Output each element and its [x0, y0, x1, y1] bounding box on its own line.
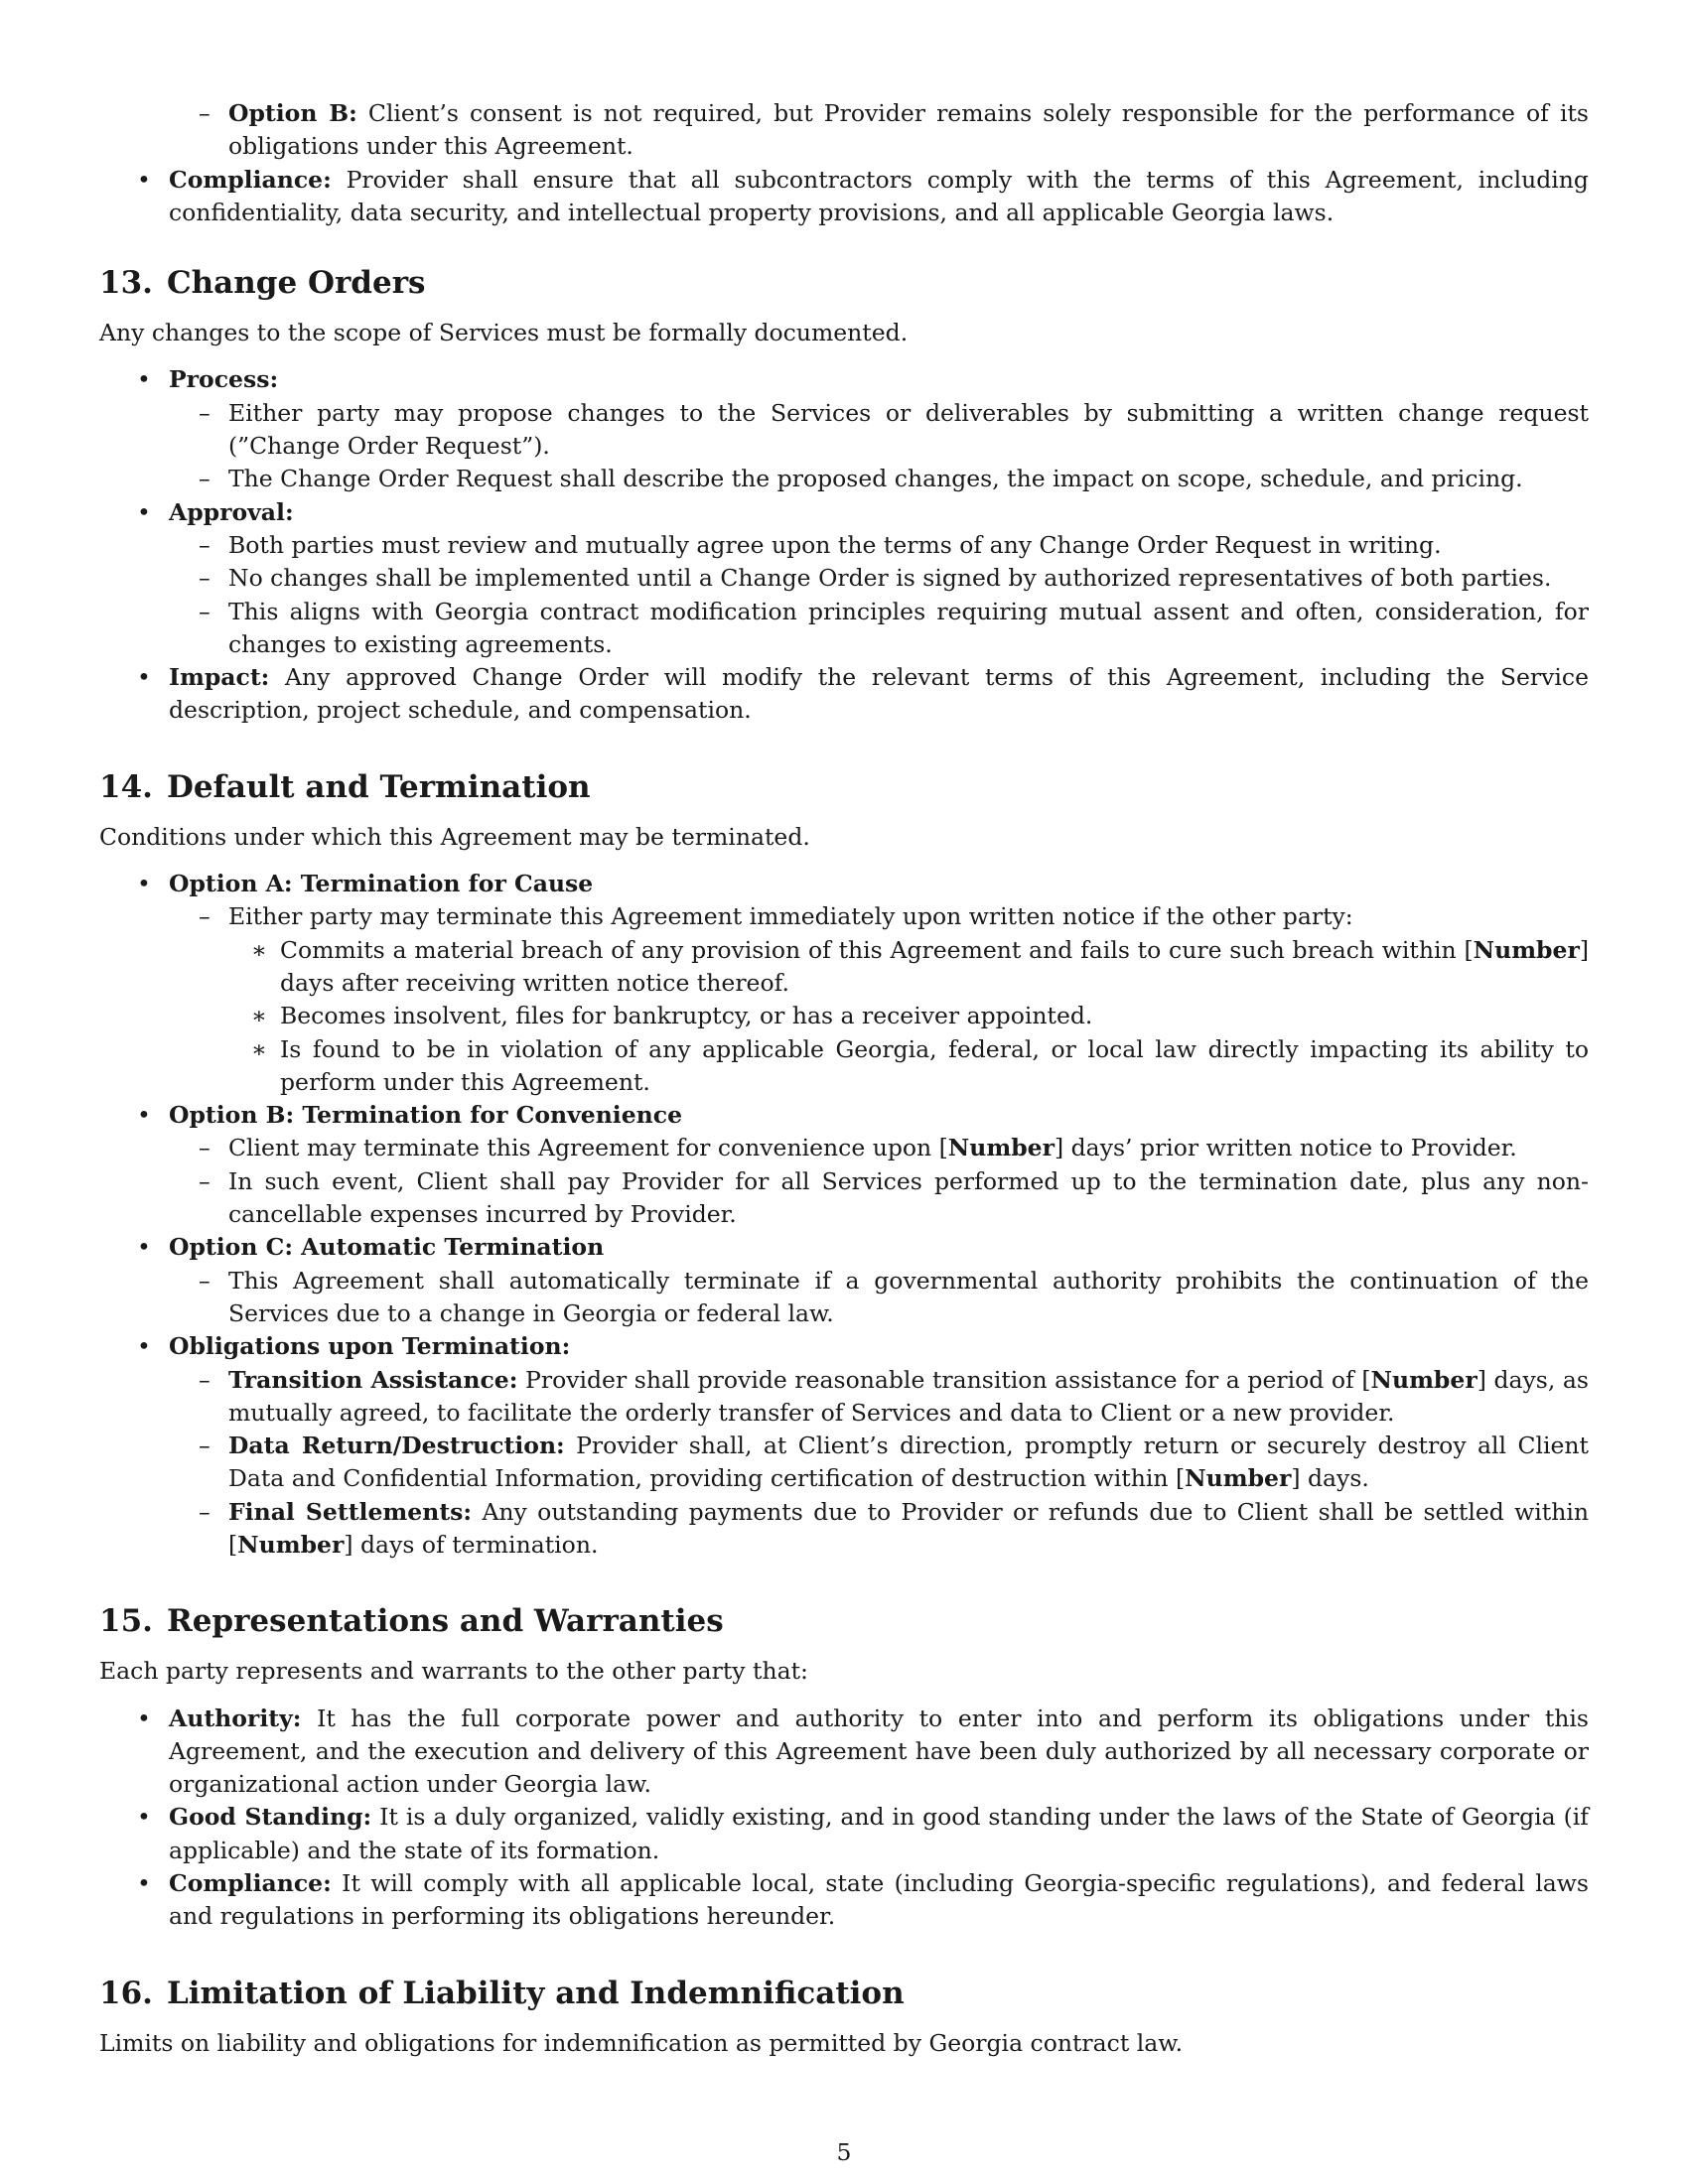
approval-subitem: – This aligns with Georgia contract modification principles requiring mutual assent and often, consideration, for changes to existing agreements.: [199, 597, 1589, 658]
option-c-item: • Option C: Automatic Termination: [99, 1231, 1589, 1264]
approval-item: • Approval:: [99, 496, 1589, 529]
dash-bullet: –: [199, 1432, 211, 1460]
bullet: •: [137, 1704, 151, 1732]
asterisk-bullet: ∗: [251, 935, 267, 964]
approval-subitem: – Both parties must review and mutually agree upon the terms of any Change Order Request in writing.: [99, 529, 1589, 562]
option-a-lead: – Either party may terminate this Agreement immediately upon written notice if the other party:: [99, 900, 1589, 933]
bullet: •: [137, 1101, 151, 1130]
option-b-subitem: – In such event, Client shall pay Provider for all Services performed up to the termination date, plus any non-cancellable expenses incurred by Provider.: [199, 1166, 1589, 1229]
bullet: •: [137, 663, 151, 692]
option-b-subitem: – Client may terminate this Agreement for convenience upon [Number] days’ prior written notice to Provider.: [99, 1132, 1589, 1164]
option-b-termination-item: • Option B: Termination for Convenience: [99, 1099, 1589, 1132]
dash-bullet: –: [199, 564, 211, 593]
bullet: •: [137, 165, 151, 194]
bullet: •: [137, 1803, 151, 1832]
dash-bullet: –: [199, 1365, 211, 1394]
bullet: •: [137, 1869, 151, 1898]
bullet: •: [137, 1233, 151, 1262]
final-settlements-item: – Final Settlements: Any outstanding payments due to Provider or refunds due to Client shall be settled within [Number] days of termination.: [199, 1497, 1589, 1559]
option-a-subitem: ∗ Is found to be in violation of any applicable Georgia, federal, or local law directly impacting its ability to perform under this Agreement.: [251, 1034, 1589, 1096]
section-15-intro: Each party represents and warrants to the other party that:: [99, 1657, 808, 1686]
bullet: •: [137, 870, 151, 898]
obligations-item: • Obligations upon Termination:: [99, 1330, 1589, 1363]
option-b-item: – Option B: Client’s consent is not required, but Provider remains solely responsible for the performance of its obligations under this Agreement.: [199, 99, 1589, 161]
section-13-intro: Any changes to the scope of Services must be formally documented.: [99, 319, 909, 347]
impact-item: • Impact: Any approved Change Order will modify the relevant terms of this Agreement, including the Service description, project schedule, and compensation.: [137, 663, 1589, 725]
section-heading-16: 16. Limitation of Liability and Indemnification: [99, 1975, 905, 2011]
process-subitem: – The Change Order Request shall describe the proposed changes, the impact on scope, schedule, and pricing.: [99, 463, 1589, 495]
dash-bullet: –: [199, 1266, 211, 1295]
bullet: •: [137, 1332, 151, 1361]
dash-bullet: –: [199, 99, 211, 127]
page-number: 5: [836, 2138, 852, 2166]
compliance-warranty-item: • Compliance: It will comply with all applicable local, state (including Georgia-specific regulations), and federal laws and regulations in performing its obligations hereunder.: [137, 1869, 1589, 1931]
section-heading-15: 15. Representations and Warranties: [99, 1603, 724, 1640]
data-return-item: – Data Return/Destruction: Provider shall, at Client’s direction, promptly return or securely destroy all Client Data and Confidential Information, providing certification of destruction within [Number] days.: [199, 1432, 1589, 1493]
authority-item: • Authority: It has the full corporate power and authority to enter into and perform its obligations under this Agreement, and the execution and delivery of this Agreement have been duly authorized by all necessary corporate or organizational action under Georgia law.: [137, 1704, 1589, 1799]
option-c-subitem: – This Agreement shall automatically terminate if a governmental authority prohibits the continuation of the Services due to a change in Georgia or federal law.: [199, 1266, 1589, 1327]
section-16-intro: Limits on liability and obligations for indemnification as permitted by Georgia contract law.: [99, 2028, 1184, 2057]
approval-subitem: – No changes shall be implemented until a Change Order is signed by authorized representatives of both parties.: [99, 562, 1589, 595]
good-standing-item: • Good Standing: It is a duly organized, validly existing, and in good standing under the laws of the State of Georgia (if applicable) and the state of its formation.: [137, 1803, 1589, 1864]
dash-bullet: –: [199, 530, 211, 559]
dash-bullet: –: [199, 465, 211, 493]
asterisk-bullet: ∗: [251, 1002, 267, 1030]
option-a-subitem: ∗ Commits a material breach of any provision of this Agreement and fails to cure such breach within [Number] days after receiving written notice thereof.: [251, 935, 1589, 997]
process-item: • Process:: [99, 363, 1589, 396]
option-a-item: • Option A: Termination for Cause: [99, 868, 1589, 900]
dash-bullet: –: [199, 1134, 211, 1162]
section-14-intro: Conditions under which this Agreement may be terminated.: [99, 822, 810, 851]
dash-bullet: –: [199, 902, 211, 931]
section-heading-14: 14. Default and Termination: [99, 768, 591, 805]
dash-bullet: –: [199, 1166, 211, 1195]
document-page: [99, 97, 1589, 2060]
dash-bullet: –: [199, 597, 211, 625]
asterisk-bullet: ∗: [251, 1034, 267, 1063]
process-subitem: – Either party may propose changes to the Services or deliverables by submitting a written change request (”Change Order Request”).: [199, 398, 1589, 461]
bullet: •: [137, 497, 151, 526]
section-heading-13: 13. Change Orders: [99, 265, 426, 302]
option-a-subitem: ∗ Becomes insolvent, files for bankruptcy, or has a receiver appointed.: [99, 1000, 1589, 1032]
dash-bullet: –: [199, 1497, 211, 1526]
compliance-item: • Compliance: Provider shall ensure that all subcontractors comply with the terms of this Agreement, including confidentiality, data security, and intellectual property provisions, and all applicable Georgia laws.: [137, 165, 1589, 226]
transition-assistance-item: – Transition Assistance: Provider shall provide reasonable transition assistance for a period of [Number] days, as mutually agreed, to facilitate the orderly transfer of Services and data to Client or a new provider.: [199, 1365, 1589, 1427]
dash-bullet: –: [199, 398, 211, 427]
bullet: •: [137, 365, 151, 394]
